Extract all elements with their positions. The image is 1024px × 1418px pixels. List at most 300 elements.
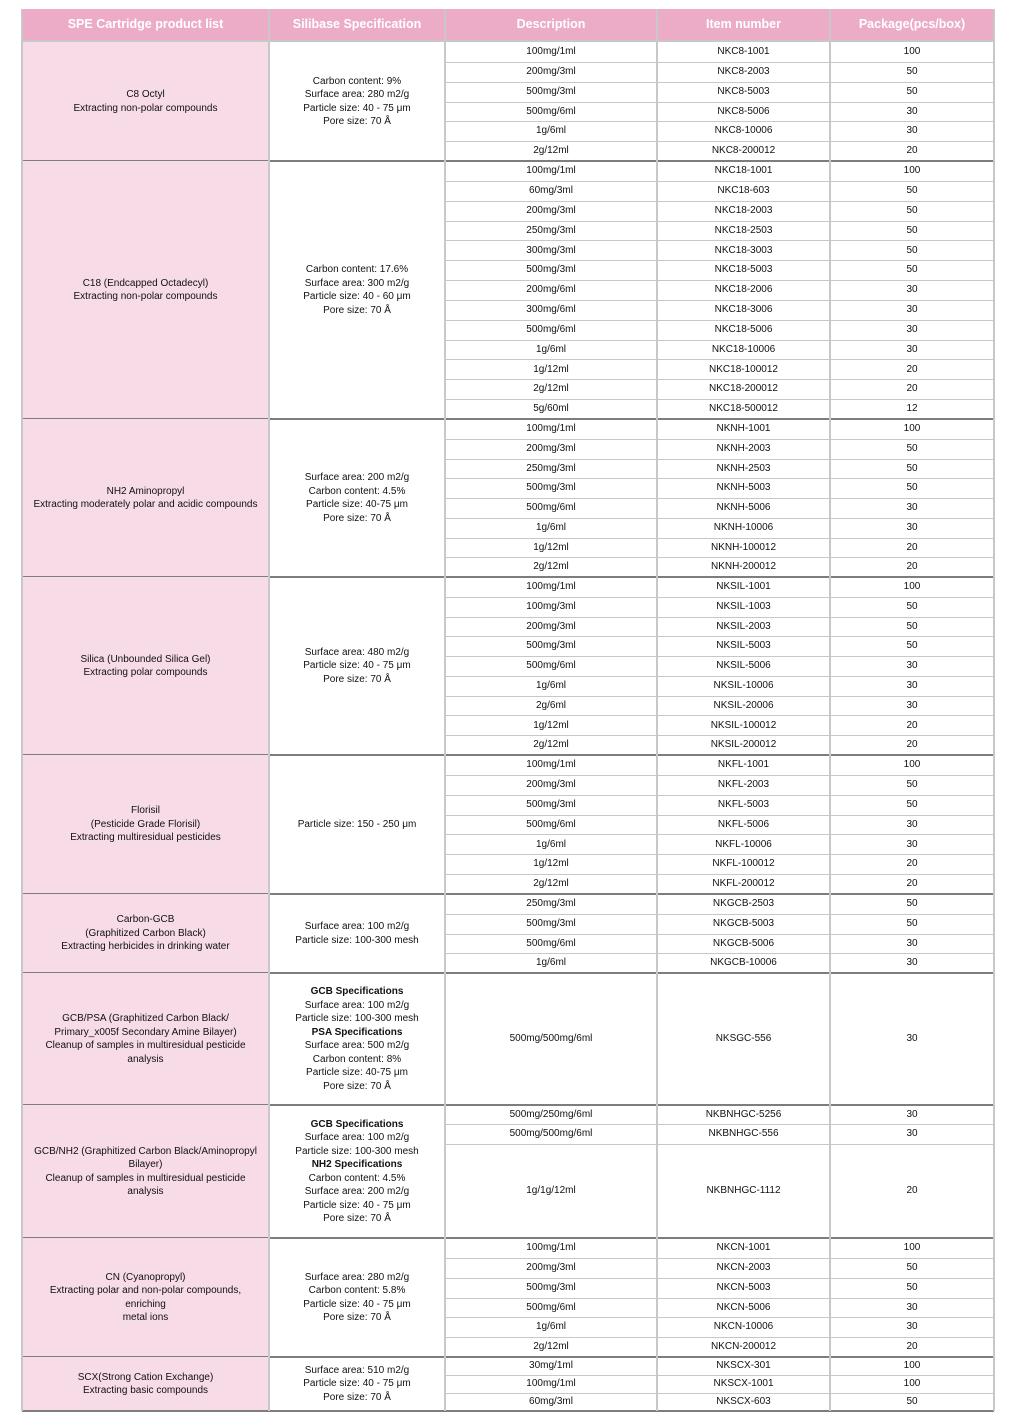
row-divider xyxy=(445,478,994,479)
item-number-cell: NKGCB-5003 xyxy=(712,917,775,929)
description-cell: 1g/12ml xyxy=(533,363,569,375)
specification-cell xyxy=(269,161,445,419)
product-name-line: analysis xyxy=(127,1186,164,1197)
product-name-line: NH2 Aminopropyl xyxy=(106,485,185,497)
description-cell: 500mg/500mg/6ml xyxy=(509,1033,593,1045)
description-cell: 1g/6ml xyxy=(535,521,566,533)
column-divider xyxy=(21,9,23,1411)
description-cell: 500mg/3ml xyxy=(526,798,576,810)
item-number-cell: NKC18-10006 xyxy=(711,343,776,355)
package-cell: 100 xyxy=(903,1360,921,1372)
specification-line: Surface area: 510 m2/g xyxy=(304,1364,410,1376)
item-number-cell: NKFL-200012 xyxy=(712,878,775,890)
row-divider xyxy=(445,874,994,875)
package-cell: 30 xyxy=(906,323,918,335)
package-cell: 30 xyxy=(906,1128,918,1140)
package-cell: 20 xyxy=(906,145,918,157)
item-number-cell: NKGCB-2503 xyxy=(712,898,775,910)
description-cell: 1g/6ml xyxy=(535,125,566,137)
product-name-line: C8 Octyl xyxy=(126,89,165,100)
specification-line: Pore size: 70 Å xyxy=(323,512,391,524)
product-name-line: Carbon-GCB xyxy=(116,914,175,926)
item-number-cell: NKC18-2006 xyxy=(714,284,773,296)
description-cell: 100mg/1ml xyxy=(526,165,576,177)
description-cell: 100mg/1ml xyxy=(526,1242,576,1254)
specification-line: Particle size: 40 - 75 μm xyxy=(303,660,411,672)
product-name-cell xyxy=(22,1238,269,1357)
row-divider xyxy=(445,656,994,657)
description-cell: 2g/12ml xyxy=(533,145,569,157)
specification-cell xyxy=(269,755,445,894)
specification-cell xyxy=(269,894,445,973)
specification-line: Particle size: 40 - 75 μm xyxy=(303,1378,411,1390)
description-cell: 1g/12ml xyxy=(533,858,569,870)
product-name-cell xyxy=(22,1357,269,1411)
row-divider xyxy=(445,498,994,499)
item-number-cell: NKC8-5003 xyxy=(717,85,770,97)
item-number-cell: NKFL-100012 xyxy=(712,858,775,870)
specification-heading: GCB Specifications xyxy=(310,986,404,997)
product-name-line: Extracting polar compounds xyxy=(83,667,208,678)
specification-line: Carbon content: 8% xyxy=(312,1053,402,1065)
package-cell: 30 xyxy=(906,1321,918,1333)
item-number-cell: NKSIL-2003 xyxy=(716,620,771,632)
row-divider xyxy=(445,62,994,63)
description-cell: 300mg/3ml xyxy=(526,244,576,256)
description-cell: 1g/6ml xyxy=(535,1321,566,1333)
description-cell: 5g/60ml xyxy=(533,403,569,415)
description-cell: 200mg/3ml xyxy=(526,620,576,632)
specification-line: Carbon content: 5.8% xyxy=(308,1285,406,1296)
row-divider xyxy=(445,1258,994,1259)
row-divider xyxy=(445,1393,994,1394)
item-number-cell: NKGCB-5006 xyxy=(712,937,775,949)
product-name-line: Extracting moderately polar and acidic compounds xyxy=(33,499,258,510)
group-divider xyxy=(22,1410,994,1412)
row-divider xyxy=(445,1298,994,1299)
description-cell: 1g/6ml xyxy=(535,957,566,969)
row-divider xyxy=(445,280,994,281)
specification-line: Surface area: 100 m2/g xyxy=(304,921,410,932)
product-name-cell xyxy=(22,577,269,755)
row-divider xyxy=(445,538,994,539)
row-divider xyxy=(445,340,994,341)
description-cell: 500mg/6ml xyxy=(526,1301,576,1313)
row-divider xyxy=(445,815,994,816)
package-cell: 50 xyxy=(906,264,918,276)
item-number-cell: NKSIL-100012 xyxy=(710,719,777,731)
description-cell: 2g/12ml xyxy=(533,561,569,573)
description-cell: 60mg/3ml xyxy=(529,1396,573,1408)
item-number-cell: NKC18-500012 xyxy=(709,403,778,415)
row-divider xyxy=(445,557,994,558)
row-divider xyxy=(445,359,994,360)
specification-line: Surface area: 300 m2/g xyxy=(304,277,410,289)
package-cell: 50 xyxy=(906,1396,918,1408)
item-number-cell: NKSIL-1001 xyxy=(716,581,771,593)
item-number-cell: NKC18-3003 xyxy=(714,244,773,256)
column-divider xyxy=(993,9,995,1411)
description-cell: 100mg/1ml xyxy=(526,423,576,435)
product-name-cell xyxy=(22,755,269,894)
row-divider xyxy=(445,1317,994,1318)
specification-line: Pore size: 70 Å xyxy=(323,116,391,127)
package-cell: 50 xyxy=(906,798,918,810)
description-cell: 500mg/3ml xyxy=(526,1281,576,1293)
row-divider xyxy=(445,1278,994,1279)
description-cell: 60mg/3ml xyxy=(529,185,573,197)
row-divider xyxy=(445,1337,994,1338)
package-cell: 30 xyxy=(906,1301,918,1313)
description-cell: 250mg/3ml xyxy=(526,462,576,474)
row-divider xyxy=(445,181,994,182)
specification-line: Particle size: 40 - 60 μm xyxy=(303,291,411,302)
item-number-cell: NKFL-2003 xyxy=(717,779,770,791)
package-cell: 100 xyxy=(903,759,921,771)
product-name-cell xyxy=(22,42,269,161)
package-cell: 50 xyxy=(906,620,918,632)
row-divider xyxy=(445,1124,994,1125)
package-cell: 50 xyxy=(906,898,918,910)
product-name-line: Extracting herbicides in drinking water xyxy=(61,941,230,953)
package-cell: 20 xyxy=(906,363,918,375)
description-cell: 1g/12ml xyxy=(533,719,569,731)
row-divider xyxy=(445,102,994,103)
row-divider xyxy=(445,320,994,321)
specification-line: Particle size: 150 - 250 μm xyxy=(297,818,417,830)
package-cell: 30 xyxy=(906,502,918,514)
package-cell: 100 xyxy=(903,1242,921,1254)
specification-line: Carbon content: 9% xyxy=(312,75,402,87)
package-cell: 20 xyxy=(906,383,918,395)
item-number-cell: NKC18-3006 xyxy=(714,304,773,316)
package-cell: 30 xyxy=(906,284,918,296)
package-cell: 50 xyxy=(906,85,918,97)
description-cell: 1g/6ml xyxy=(535,343,566,355)
specification-line: Pore size: 70 Å xyxy=(323,1312,391,1323)
item-number-cell: NKCN-1001 xyxy=(716,1242,771,1254)
description-cell: 200mg/3ml xyxy=(526,442,576,454)
description-cell: 500mg/3ml xyxy=(526,917,576,929)
row-divider xyxy=(445,953,994,954)
row-divider xyxy=(445,518,994,519)
item-number-cell: NKC18-603 xyxy=(717,185,770,197)
product-name-line: (Pesticide Grade Florisil) xyxy=(90,818,201,830)
package-cell: 30 xyxy=(906,521,918,533)
item-number-cell: NKNH-5003 xyxy=(716,482,771,494)
specification-heading: NH2 Specifications xyxy=(311,1159,403,1170)
package-cell: 20 xyxy=(906,541,918,553)
row-divider xyxy=(445,201,994,202)
package-cell: 20 xyxy=(906,719,918,731)
product-name-cell xyxy=(22,419,269,577)
specification-line: Particle size: 40 - 75 μm xyxy=(303,102,411,114)
row-divider xyxy=(445,141,994,142)
description-cell: 1g/6ml xyxy=(535,838,566,850)
item-number-cell: NKCN-5003 xyxy=(716,1281,771,1293)
package-cell: 50 xyxy=(906,224,918,236)
product-name-line: metal ions xyxy=(122,1312,169,1323)
package-cell: 30 xyxy=(906,343,918,355)
header-specification: Silibase Specification xyxy=(269,9,445,42)
row-divider xyxy=(445,240,994,241)
product-name-line: Primary_x005f Secondary Amine Bilayer) xyxy=(54,1026,237,1038)
specification-line: Surface area: 100 m2/g xyxy=(304,1132,410,1143)
package-cell: 30 xyxy=(906,818,918,830)
description-cell: 200mg/3ml xyxy=(526,65,576,77)
product-name-line: (Graphitized Carbon Black) xyxy=(85,927,206,939)
item-number-cell: NKC18-200012 xyxy=(709,383,778,395)
package-cell: 50 xyxy=(906,1281,918,1293)
item-number-cell: NKNH-2503 xyxy=(716,462,771,474)
item-number-cell: NKBNHGC-5256 xyxy=(705,1108,782,1120)
item-number-cell: NKNH-10006 xyxy=(713,521,774,533)
package-cell: 50 xyxy=(906,185,918,197)
description-cell: 500mg/3ml xyxy=(526,640,576,652)
description-cell: 2g/12ml xyxy=(533,1341,569,1353)
product-name-line: GCB/PSA (Graphitized Carbon Black/ xyxy=(62,1013,229,1024)
package-cell: 100 xyxy=(903,1378,921,1390)
item-number-cell: NKSCX-301 xyxy=(716,1360,771,1372)
item-number-cell: NKSCX-1001 xyxy=(713,1378,774,1390)
package-cell: 20 xyxy=(906,739,918,751)
header-description: Description xyxy=(445,9,657,42)
row-divider xyxy=(445,379,994,380)
product-name-cell xyxy=(22,1105,269,1238)
product-name-cell xyxy=(22,973,269,1105)
package-cell: 30 xyxy=(906,105,918,117)
product-name-line: Extracting non-polar compounds xyxy=(73,291,218,302)
specification-line: Surface area: 200 m2/g xyxy=(304,472,410,483)
item-number-cell: NKBNHGC-1112 xyxy=(706,1185,781,1197)
column-divider xyxy=(268,9,270,1411)
product-name-line: Florisil xyxy=(131,805,160,817)
description-cell: 200mg/3ml xyxy=(526,204,576,216)
description-cell: 500mg/6ml xyxy=(526,818,576,830)
item-number-cell: NKFL-10006 xyxy=(715,838,772,850)
package-cell: 100 xyxy=(903,423,921,435)
description-cell: 500mg/3ml xyxy=(526,85,576,97)
specification-line: Carbon content: 4.5% xyxy=(308,485,406,497)
item-number-cell: NKC18-2003 xyxy=(714,204,773,216)
specification-line: Particle size: 40 - 75 μm xyxy=(303,1199,411,1211)
product-name-line: Extracting basic compounds xyxy=(82,1385,209,1396)
package-cell: 50 xyxy=(906,244,918,256)
item-number-cell: NKGCB-10006 xyxy=(710,957,777,969)
item-number-cell: NKCN-200012 xyxy=(710,1341,777,1353)
row-divider xyxy=(445,914,994,915)
description-cell: 1g/12ml xyxy=(533,541,569,553)
description-cell: 2g/12ml xyxy=(533,739,569,751)
specification-line: Pore size: 70 Å xyxy=(323,1213,391,1224)
description-cell: 250mg/3ml xyxy=(526,898,576,910)
row-divider xyxy=(445,1144,994,1145)
row-divider xyxy=(445,597,994,598)
specification-line: Pore size: 70 Å xyxy=(323,1391,391,1403)
specification-cell xyxy=(269,419,445,577)
specification-line: Particle size: 40 - 75 μm xyxy=(303,1298,411,1310)
row-divider xyxy=(445,1375,994,1376)
row-divider xyxy=(445,735,994,736)
product-name-line: enriching xyxy=(125,1298,166,1310)
description-cell: 2g/6ml xyxy=(535,699,566,711)
description-cell: 500mg/6ml xyxy=(526,323,576,335)
item-number-cell: NKC8-1001 xyxy=(717,46,770,58)
specification-line: Surface area: 500 m2/g xyxy=(304,1040,410,1051)
specification-line: Pore size: 70 Å xyxy=(323,1080,391,1092)
row-divider xyxy=(445,636,994,637)
row-divider xyxy=(445,459,994,460)
package-cell: 30 xyxy=(906,838,918,850)
item-number-cell: NKSIL-1003 xyxy=(716,600,771,612)
specification-line: Surface area: 280 m2/g xyxy=(304,1271,410,1283)
package-cell: 50 xyxy=(906,482,918,494)
description-cell: 500mg/6ml xyxy=(526,502,576,514)
package-cell: 50 xyxy=(906,442,918,454)
package-cell: 100 xyxy=(903,46,921,58)
description-cell: 100mg/1ml xyxy=(526,581,576,593)
description-cell: 1g/6ml xyxy=(535,680,566,691)
row-divider xyxy=(445,934,994,935)
description-cell: 200mg/6ml xyxy=(526,284,576,296)
package-cell: 50 xyxy=(906,917,918,929)
product-name-cell xyxy=(22,894,269,973)
item-number-cell: NKC8-200012 xyxy=(711,145,776,157)
description-cell: 100mg/1ml xyxy=(526,1378,576,1390)
package-cell: 30 xyxy=(906,125,918,137)
row-divider xyxy=(445,300,994,301)
row-divider xyxy=(445,221,994,222)
specification-cell xyxy=(269,577,445,755)
specification-cell xyxy=(269,1357,445,1411)
package-cell: 20 xyxy=(906,561,918,573)
description-cell: 1g/1g/12ml xyxy=(526,1185,576,1197)
description-cell: 500mg/3ml xyxy=(526,264,576,276)
row-divider xyxy=(445,399,994,400)
item-number-cell: NKFL-1001 xyxy=(717,759,770,771)
product-name-line: C18 (Endcapped Octadecyl) xyxy=(82,277,209,289)
specification-cell xyxy=(269,42,445,161)
column-divider xyxy=(444,9,446,1411)
specification-line: Particle size: 100-300 mesh xyxy=(295,934,419,946)
item-number-cell: NKSCX-603 xyxy=(716,1396,771,1408)
package-cell: 100 xyxy=(903,581,921,593)
package-cell: 50 xyxy=(906,779,918,791)
specification-line: Surface area: 280 m2/g xyxy=(304,89,410,100)
specification-line: Particle size: 40-75 μm xyxy=(306,499,408,510)
description-cell: 500mg/6ml xyxy=(526,660,576,672)
item-number-cell: NKFL-5003 xyxy=(717,798,770,810)
item-number-cell: NKC18-100012 xyxy=(709,363,778,375)
product-name-line: Extracting polar and non-polar compounds, xyxy=(49,1285,242,1296)
item-number-cell: NKCN-2003 xyxy=(716,1261,771,1273)
header-package: Package(pcs/box) xyxy=(830,9,994,42)
item-number-cell: NKNH-100012 xyxy=(710,541,777,553)
specification-heading: GCB Specifications xyxy=(310,1118,404,1130)
description-cell: 200mg/3ml xyxy=(526,1261,576,1273)
header-item-number: Item number xyxy=(657,9,830,42)
item-number-cell: NKCN-10006 xyxy=(713,1321,774,1333)
package-cell: 20 xyxy=(906,858,918,870)
product-name-line: Cleanup of samples in multiresidual pesticide xyxy=(45,1040,246,1051)
specification-line: Carbon content: 17.6% xyxy=(305,264,409,275)
item-number-cell: NKNH-1001 xyxy=(716,423,771,435)
package-cell: 30 xyxy=(906,1108,918,1120)
description-cell: 100mg/1ml xyxy=(526,46,576,58)
description-cell: 2g/12ml xyxy=(533,383,569,395)
package-cell: 30 xyxy=(906,304,918,316)
product-name-line: Bilayer) xyxy=(128,1159,163,1170)
package-cell: 100 xyxy=(903,165,921,177)
product-name-line: GCB/NH2 (Graphitized Carbon Black/Aminopropyl xyxy=(34,1145,257,1157)
row-divider xyxy=(445,82,994,83)
item-number-cell: NKSIL-200012 xyxy=(710,739,777,751)
item-number-cell: NKSIL-20006 xyxy=(713,699,774,711)
specification-cell xyxy=(269,1105,445,1238)
item-number-cell: NKSIL-5003 xyxy=(716,640,771,652)
item-number-cell: NKFL-5006 xyxy=(717,818,770,830)
item-number-cell: NKSIL-5006 xyxy=(716,660,771,672)
description-cell: 500mg/500mg/6ml xyxy=(509,1128,593,1140)
package-cell: 50 xyxy=(906,65,918,77)
package-cell: 30 xyxy=(906,680,918,691)
product-name-line: Cleanup of samples in multiresidual pesticide xyxy=(45,1172,246,1184)
specification-line: Surface area: 100 m2/g xyxy=(304,999,410,1011)
package-cell: 30 xyxy=(906,660,918,672)
specification-line: Surface area: 200 m2/g xyxy=(304,1186,410,1197)
item-number-cell: NKSGC-556 xyxy=(715,1033,772,1045)
package-cell: 50 xyxy=(906,600,918,612)
description-cell: 300mg/6ml xyxy=(526,304,576,316)
specification-line: Particle size: 100-300 mesh xyxy=(295,1145,419,1157)
specification-line: Particle size: 40-75 μm xyxy=(306,1067,408,1078)
product-name-line: Extracting multiresidual pesticides xyxy=(70,832,221,844)
item-number-cell: NKNH-200012 xyxy=(710,561,777,573)
specification-cell xyxy=(269,1238,445,1357)
package-cell: 50 xyxy=(906,204,918,216)
item-number-cell: NKC18-5006 xyxy=(714,323,773,335)
item-number-cell: NKC8-10006 xyxy=(714,125,773,137)
header-product-list: SPE Cartridge product list xyxy=(22,9,269,42)
item-number-cell: NKC8-2003 xyxy=(717,65,770,77)
item-number-cell: NKNH-2003 xyxy=(716,442,771,454)
package-cell: 30 xyxy=(906,699,918,711)
specification-line: Surface area: 480 m2/g xyxy=(304,646,410,658)
description-cell: 500mg/6ml xyxy=(526,105,576,117)
column-divider xyxy=(829,9,831,1411)
row-divider xyxy=(445,617,994,618)
item-number-cell: NKBNHGC-556 xyxy=(708,1128,779,1140)
package-cell: 30 xyxy=(906,1033,918,1045)
product-name-cell xyxy=(22,161,269,419)
product-name-line: SCX(Strong Cation Exchange) xyxy=(77,1371,214,1383)
row-divider xyxy=(445,260,994,261)
product-name-line: CN (Cyanopropyl) xyxy=(105,1271,186,1283)
description-cell: 100mg/1ml xyxy=(526,759,576,771)
row-divider xyxy=(445,121,994,122)
package-cell: 20 xyxy=(906,1185,918,1197)
description-cell: 30mg/1ml xyxy=(529,1360,573,1372)
specification-cell xyxy=(269,973,445,1105)
item-number-cell: NKC18-1001 xyxy=(714,165,773,177)
specification-line: Pore size: 70 Å xyxy=(323,304,391,316)
package-cell: 30 xyxy=(906,937,918,949)
specification-heading: PSA Specifications xyxy=(311,1026,403,1038)
description-cell: 500mg/250mg/6ml xyxy=(509,1108,593,1120)
product-name-line: Silica (Unbounded Silica Gel) xyxy=(80,653,211,665)
description-cell: 500mg/6ml xyxy=(526,937,576,949)
package-cell: 50 xyxy=(906,1261,918,1273)
